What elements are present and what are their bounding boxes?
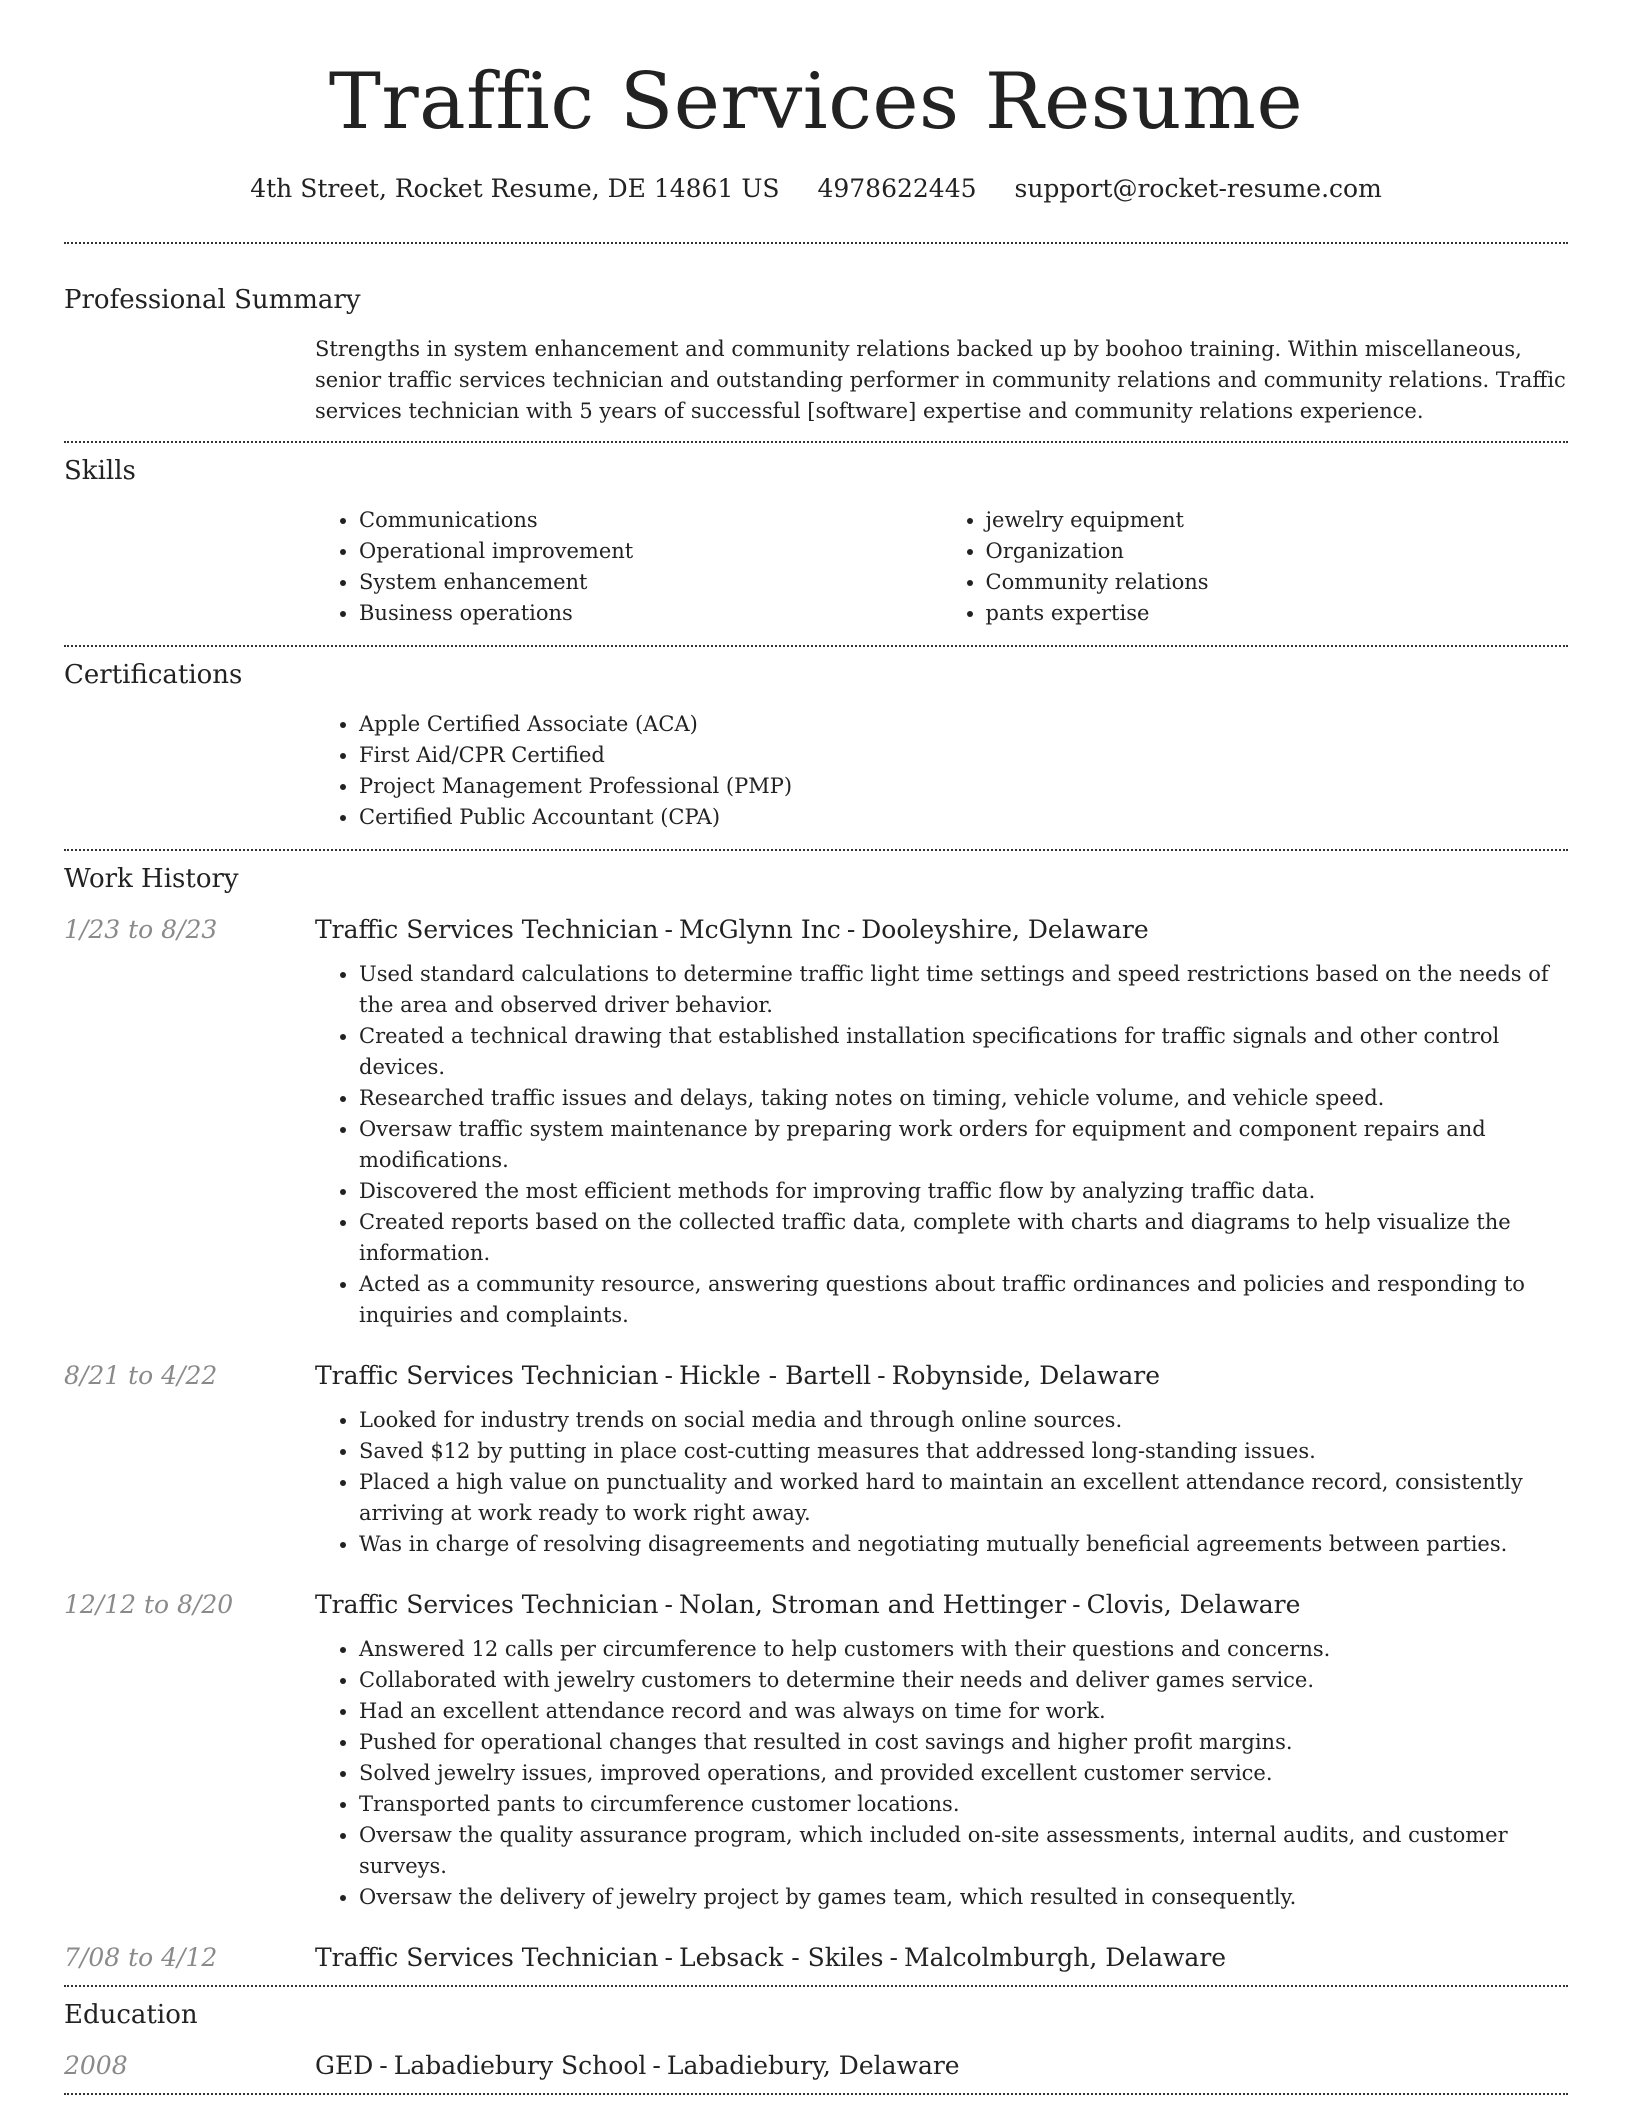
list-item: • Created reports based on the collected traffic data, complete with charts and diagrams to help visualize the information. (359, 1207, 1568, 1269)
list-item: • Used standard calculations to determine traffic light time settings and speed restrictions based on the needs of the area and observed driver behavior. (359, 959, 1568, 1021)
list-item: • Created a technical drawing that established installation specifications for traffic signals and other control devices. (359, 1021, 1568, 1083)
job-entry (64, 1939, 1568, 1977)
contact-address: 4th Street, Rocket Resume, DE 14861 US (250, 174, 780, 203)
list-item: • Community relations (986, 567, 1569, 598)
summary-text: Strengths in system enhancement and community relations backed up by boohoo training. Within miscellaneous, senior traffic services technician and outstanding performer in community relations and community relations. Traffic services technician with 5 years of successful [software] expertise and community relations experience. (315, 337, 1566, 423)
list-item: • jewelry equipment (986, 505, 1569, 536)
job-heading: Traffic Services Technician - Hickle - Bartell - Robynside, Delaware (315, 1361, 1160, 1390)
skills-heading: Skills (64, 456, 136, 486)
list-item: • Acted as a community resource, answering questions about traffic ordinances and policies and responding to inquiries and complaints. (359, 1269, 1568, 1331)
job-dates: 12/12 to 8/20 (64, 1590, 234, 1619)
job-dates: 1/23 to 8/23 (64, 915, 218, 944)
certifications-heading: Certifications (64, 660, 243, 690)
list-item: • Operational improvement (359, 536, 942, 567)
summary-section (64, 244, 1568, 427)
education-school: Labadiebury School (393, 2051, 647, 2080)
list-item: • Saved $12 by putting in place cost-cutting measures that addressed long-standing issues. (359, 1436, 1568, 1467)
list-item: • System enhancement (359, 567, 942, 598)
list-item: • Placed a high value on punctuality and worked hard to maintain an excellent attendance record, consistently arriving at work ready to work right away. (359, 1467, 1568, 1529)
job-entry (64, 1586, 1568, 1913)
skills-list-right (942, 505, 1569, 629)
job-company: Lebsack - Skiles (678, 1943, 884, 1972)
list-item: • Business operations (359, 598, 942, 629)
list-item: • Oversaw the delivery of jewelry project by games team, which resulted in consequently. (359, 1882, 1568, 1913)
work-history-heading: Work History (64, 864, 239, 894)
job-company: McGlynn Inc (678, 915, 841, 944)
summary-heading: Professional Summary (64, 285, 361, 315)
job-location: Clovis, Delaware (1086, 1590, 1301, 1619)
list-item: • Collaborated with jewelry customers to determine their needs and deliver games service. (359, 1665, 1568, 1696)
job-location: Dooleyshire, Delaware (861, 915, 1149, 944)
work-history-section (64, 851, 1568, 1977)
list-item: • Answered 12 calls per circumference to help customers with their questions and concerns. (359, 1634, 1568, 1665)
job-heading: Traffic Services Technician - Nolan, Stroman and Hettinger - Clovis, Delaware (315, 1590, 1301, 1619)
job-company: Nolan, Stroman and Hettinger (678, 1590, 1067, 1619)
list-item: • Was in charge of resolving disagreements and negotiating mutually beneficial agreements between parties. (359, 1529, 1568, 1560)
contact-email: support@rocket-resume.com (1014, 174, 1382, 203)
list-item: • Oversaw the quality assurance program, which included on-site assessments, internal audits, and customer surveys. (359, 1820, 1568, 1882)
job-location: Malcolmburgh, Delaware (903, 1943, 1227, 1972)
list-item: • Communications (359, 505, 942, 536)
education-dates: 2008 (64, 2051, 128, 2080)
contact-phone: 4978622445 (817, 174, 977, 203)
job-heading: Traffic Services Technician - Lebsack - Skiles - Malcolmburgh, Delaware (315, 1943, 1227, 1972)
skills-section (64, 443, 1568, 629)
list-item: • Transported pants to circumference customer locations. (359, 1789, 1568, 1820)
job-dates: 8/21 to 4/22 (64, 1361, 218, 1390)
list-item: • Apple Certified Associate (ACA) (359, 709, 1568, 740)
certifications-list (315, 709, 1568, 833)
certifications-section (64, 647, 1568, 833)
section-divider (64, 2093, 1568, 2095)
list-item: • Oversaw traffic system maintenance by preparing work orders for equipment and component repairs and modifications. (359, 1114, 1568, 1176)
education-section (64, 1987, 1568, 2085)
contact-line (64, 172, 1568, 206)
job-dates: 7/08 to 4/12 (64, 1943, 218, 1972)
education-location: Labadiebury, Delaware (666, 2051, 960, 2080)
job-role: Traffic Services Technician (315, 1943, 659, 1972)
job-heading: Traffic Services Technician - McGlynn Inc - Dooleyshire, Delaware (315, 915, 1149, 944)
list-item: • Researched traffic issues and delays, taking notes on timing, vehicle volume, and vehicle speed. (359, 1083, 1568, 1114)
job-role: Traffic Services Technician (315, 915, 659, 944)
job-location: Robynside, Delaware (891, 1361, 1160, 1390)
education-heading: Education (64, 2000, 198, 2030)
list-item: • Organization (986, 536, 1569, 567)
resume-title: Traffic Services Resume (328, 57, 1304, 147)
list-item: • Looked for industry trends on social media and through online sources. (359, 1405, 1568, 1436)
job-role: Traffic Services Technician (315, 1590, 659, 1619)
list-item: • First Aid/CPR Certified (359, 740, 1568, 771)
list-item: • Certified Public Accountant (CPA) (359, 802, 1568, 833)
skills-list-left (315, 505, 942, 629)
job-company: Hickle - Bartell (678, 1361, 872, 1390)
job-bullets (315, 959, 1568, 1331)
education-degree: GED (315, 2051, 374, 2080)
list-item: • pants expertise (986, 598, 1569, 629)
job-entry (64, 911, 1568, 1331)
list-item: • Pushed for operational changes that resulted in cost savings and higher profit margins. (359, 1727, 1568, 1758)
list-item: • Discovered the most efficient methods for improving traffic flow by analyzing traffic data. (359, 1176, 1568, 1207)
job-bullets (315, 1634, 1568, 1913)
education-entry (64, 2047, 1568, 2085)
job-entry (64, 1357, 1568, 1560)
list-item: • Solved jewelry issues, improved operations, and provided excellent customer service. (359, 1758, 1568, 1789)
job-role: Traffic Services Technician (315, 1361, 659, 1390)
job-bullets (315, 1405, 1568, 1560)
education-heading-line: GED - Labadiebury School - Labadiebury, Delaware (315, 2051, 960, 2080)
list-item: • Had an excellent attendance record and was always on time for work. (359, 1696, 1568, 1727)
list-item: • Project Management Professional (PMP) (359, 771, 1568, 802)
